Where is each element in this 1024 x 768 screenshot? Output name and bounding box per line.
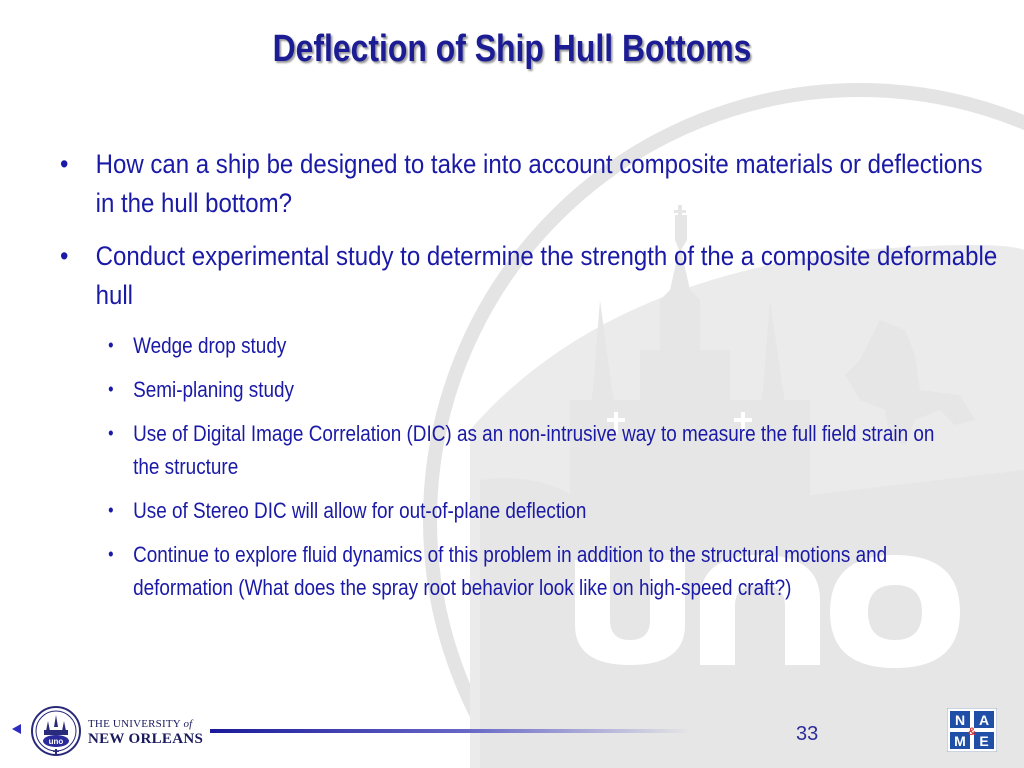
- sub-bullet-text: Use of Digital Image Correlation (DIC) as an non-intrusive way to measure the full field strain on the structure: [133, 421, 935, 479]
- bullet-text: Conduct experimental study to determine the strength of the a composite deformable hull: [95, 241, 998, 310]
- sub-bullet-text: Wedge drop study: [133, 333, 287, 358]
- slide-title: Deflection of Ship Hull Bottoms: [272, 28, 752, 70]
- sub-bullet-text: Use of Stereo DIC will allow for out-of-plane deflection: [133, 498, 587, 523]
- sub-bullet-marker: •: [108, 335, 114, 355]
- prev-slide-arrow-icon[interactable]: [12, 724, 21, 734]
- bullet-marker: •: [60, 241, 69, 271]
- university-name: [88, 718, 203, 748]
- svg-text:E: E: [979, 733, 989, 749]
- footer-divider-bar: [210, 729, 690, 733]
- svg-text:&: &: [968, 726, 976, 738]
- svg-text:M: M: [954, 733, 966, 749]
- sub-bullet-marker: •: [108, 500, 114, 520]
- uno-badge-text: uno: [48, 737, 64, 746]
- sub-bullet-text: Continue to explore fluid dynamics of this problem in addition to the structural motions and deformation (What does the spray root behavior look like on high-speed craft?): [133, 542, 888, 600]
- sub-bullet-marker: •: [108, 544, 114, 564]
- university-name-line1: THE UNIVERSITY of: [88, 718, 193, 730]
- bullet-text: How can a ship be designed to take into account composite materials or deflections in the hull bottom?: [95, 149, 983, 218]
- sub-bullet-item: [60, 494, 950, 527]
- sub-bullet-item: [60, 329, 950, 362]
- svg-text:N: N: [954, 712, 966, 728]
- bullet-marker: •: [60, 149, 69, 179]
- sub-bullet-marker: •: [108, 379, 114, 399]
- sub-bullet-item: [60, 417, 950, 483]
- svg-text:A: A: [978, 712, 990, 728]
- name-logo: [947, 708, 997, 752]
- slide-body: [60, 145, 998, 615]
- sub-bullet-item: [60, 538, 950, 604]
- bullet-item: [60, 237, 999, 315]
- university-name-line2: NEW ORLEANS: [88, 731, 204, 747]
- uno-seal-logo: [30, 705, 82, 757]
- bullet-item: [60, 145, 999, 223]
- sub-bullet-marker: •: [108, 423, 114, 443]
- page-number: 33: [796, 723, 819, 745]
- sub-bullet-item: [60, 373, 950, 406]
- sub-bullet-text: Semi-planing study: [133, 377, 295, 402]
